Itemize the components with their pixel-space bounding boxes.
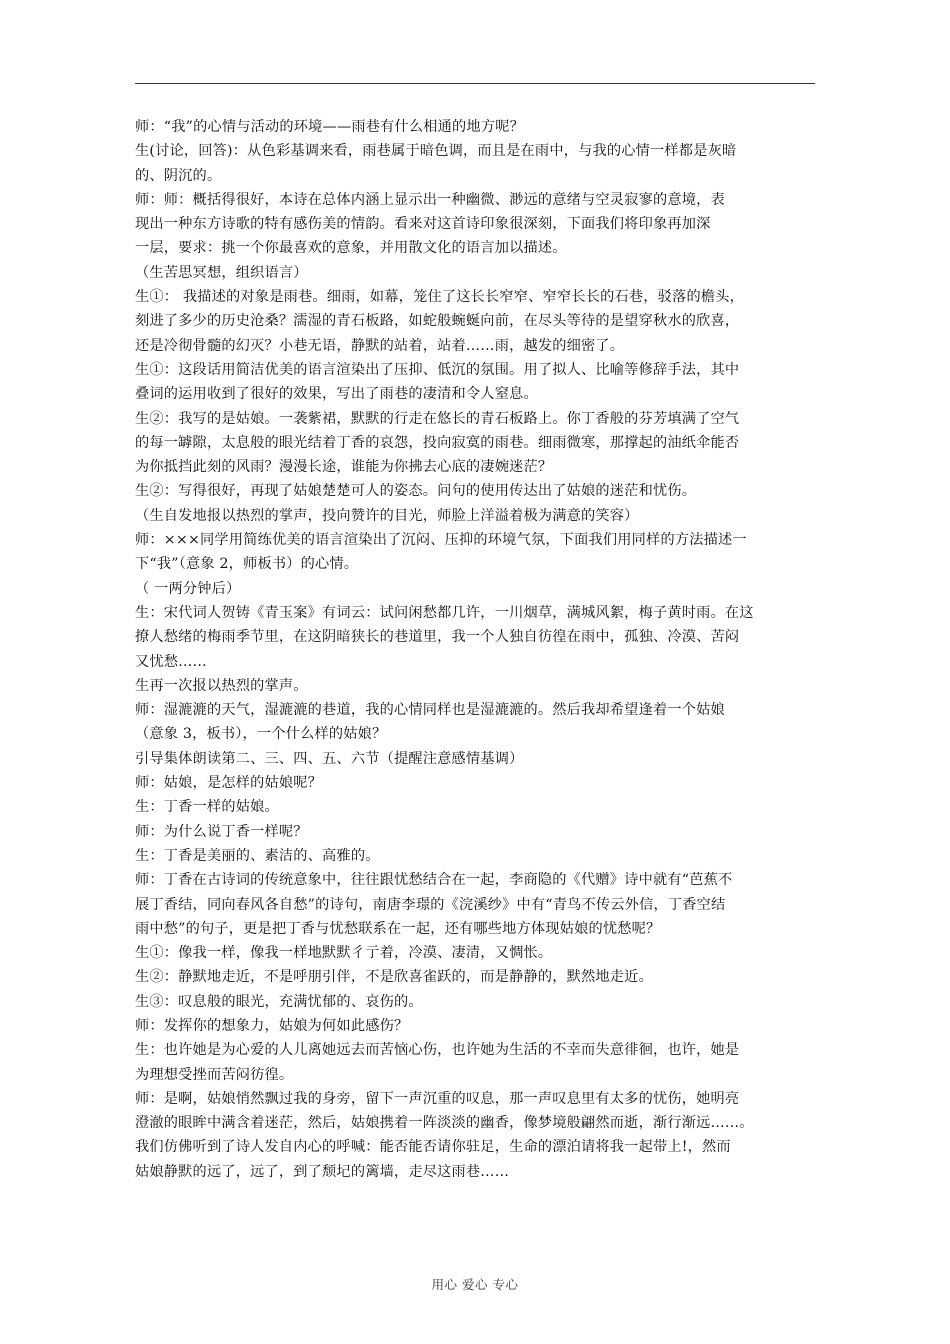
text-line: 师：师：概括得很好，本诗在总体内涵上显示出一种幽微、渺远的意绪与空灵寂寥的意境，表 xyxy=(135,191,725,208)
text-line: （意象 3，板书），一个什么样的姑娘？ xyxy=(135,726,387,743)
text-line: 师：“我”的心情与活动的环境——雨巷有什么相通的地方呢？ xyxy=(135,119,524,135)
text-line: 一层，要求：挑一个你最喜欢的意象，并用散文化的语言加以描述。 xyxy=(135,240,567,257)
text-line: 撩人愁绪的梅雨季节里，在这阴暗狭长的巷道里，我一个人独自彷徨在雨中，孤独、冷漠、苦闷 xyxy=(135,629,740,646)
text-line: 姑娘静默的远了，远了，到了颓圮的篱墙，走尽这雨巷…… xyxy=(135,1163,510,1180)
text-line: 我们仿佛听到了诗人发自内心的呼喊：能否能否请你驻足，生命的漂泊请将我一起带上!，然而 xyxy=(135,1139,731,1156)
text-line: 下“我”（意象 2，师板书）的心情。 xyxy=(135,556,359,573)
text-line: 生再一次报以热烈的掌声。 xyxy=(135,677,308,694)
text-line: 生②：写得很好，再现了姑娘楚楚可人的姿态。问句的使用传达出了姑娘的迷茫和忧伤。 xyxy=(135,483,697,500)
text-line: 生①：这段话用简洁优美的语言渲染出了压抑、低沉的氛围。用了拟人、比喻等修辞手法，其中 xyxy=(135,361,740,378)
text-line: 刻进了多少的历史沧桑？濡湿的青石板路，如蛇般蜿蜒向前，在尽头等待的是望穿秋水的欣喜， xyxy=(135,313,740,330)
text-line: 师：丁香在古诗词的传统意象中，往往跟忧愁结合在一起，李商隐的《代赠》诗中就有“芭蕉不 xyxy=(135,872,733,889)
text-line: 师：姑娘，是怎样的姑娘呢？ xyxy=(135,775,323,792)
text-line: 的、阴沉的。 xyxy=(135,167,222,184)
document-body xyxy=(135,115,825,1184)
text-line: 雨中愁”的句子，更是把丁香与忧愁联系在一起，还有哪些地方体现姑娘的忧愁呢？ xyxy=(135,920,661,937)
text-line: 生：宋代词人贺铸《青玉案》有词云：试问闲愁都几许，一川烟草，满城风絮，梅子黄时雨。在这 xyxy=(135,604,754,621)
text-line: 展丁香结，同向春风各自愁”的诗句，南唐李璟的《浣溪纱》中有“青鸟不传云外信，丁香空结 xyxy=(135,896,726,913)
text-line: 还是冷彻骨髓的幻灭？小巷无语，静默的站着，站着……雨，越发的细密了。 xyxy=(135,337,625,354)
text-line: 引导集体朗读第二、三、四、五、六节（提醒注意感情基调） xyxy=(135,750,524,767)
text-line: 生(讨论，回答)：从色彩基调来看，雨巷属于暗色调，而且是在雨中，与我的心情一样都是灰暗 xyxy=(135,143,737,160)
text-line: 师：为什么说丁香一样呢？ xyxy=(135,823,308,840)
text-line: 为理想受挫而苦闷彷徨。 xyxy=(135,1066,294,1083)
text-line: 生①： 我描述的对象是雨巷。细雨，如幕，笼住了这长长窄窄、窄窄长长的石巷，驳落的檐头， xyxy=(135,289,744,306)
text-line: 生②：静默地走近，不是呼朋引伴，不是欣喜雀跃的，而是静静的，默然地走近。 xyxy=(135,969,653,986)
text-line: （ 一两分钟后） xyxy=(135,580,241,597)
text-line: 师：×××同学用简练优美的语言渲染出了沉闷、压抑的环境气氛，下面我们用同样的方法描述一 xyxy=(135,532,747,549)
page-footer: 用心 爱心 专心 xyxy=(431,1277,519,1292)
text-line: 澄澈的眼眸中满含着迷茫，然后，姑娘携着一阵淡淡的幽香，像梦境般翩然而逝，渐行渐远……。 xyxy=(135,1115,754,1132)
text-line: 生：丁香是美丽的、素洁的、高雅的。 xyxy=(135,847,380,864)
text-line: （生自发地报以热烈的掌声，投向赞许的目光，师脸上洋溢着极为满意的笑容） xyxy=(135,507,639,524)
text-line: 师：发挥你的想象力，姑娘为何如此感伤？ xyxy=(135,1017,409,1034)
text-line: 师：是啊，姑娘悄然飘过我的身旁，留下一声沉重的叹息，那一声叹息里有太多的忧伤，她明亮 xyxy=(135,1090,740,1107)
text-line: 现出一种东方诗歌的特有感伤美的情韵。看来对这首诗印象很深刻，下面我们将印象再加深 xyxy=(135,216,711,233)
text-line: 生③：叹息般的眼光，充满忧郁的、哀伤的。 xyxy=(135,993,423,1010)
header-rule xyxy=(135,83,815,84)
text-line: 叠词的运用收到了很好的效果，写出了雨巷的凄清和令人窒息。 xyxy=(135,386,538,403)
text-line: 的每一罅隙，太息般的眼光结着丁香的哀怨，投向寂寞的雨巷。细雨微寒，那撑起的油纸伞能否 xyxy=(135,434,740,451)
text-line: 为你抵挡此刻的风雨？漫漫长途，谁能为你拂去心底的凄婉迷茫？ xyxy=(135,459,553,476)
text-line: 生①：像我一样，像我一样地默默彳亍着，冷漠、凄清，又惆怅。 xyxy=(135,945,553,962)
text-line: 又忧愁…… xyxy=(135,653,207,670)
text-line: （生苦思冥想，组织语言） xyxy=(135,264,308,281)
text-line: 生②：我写的是姑娘。一袭紫裙，默默的行走在悠长的青石板路上。你丁香般的芬芳填满了空气 xyxy=(135,410,740,427)
text-line: 师：湿漉漉的天气，湿漉漉的巷道，我的心情同样也是湿漉漉的。然后我却希望逢着一个姑娘 xyxy=(135,702,725,719)
text-line: 生：也许她是为心爱的人儿离她远去而苦恼心伤，也许她为生活的不幸而失意徘徊，也许，她是 xyxy=(135,1042,740,1059)
text-line: 生：丁香一样的姑娘。 xyxy=(135,799,279,816)
